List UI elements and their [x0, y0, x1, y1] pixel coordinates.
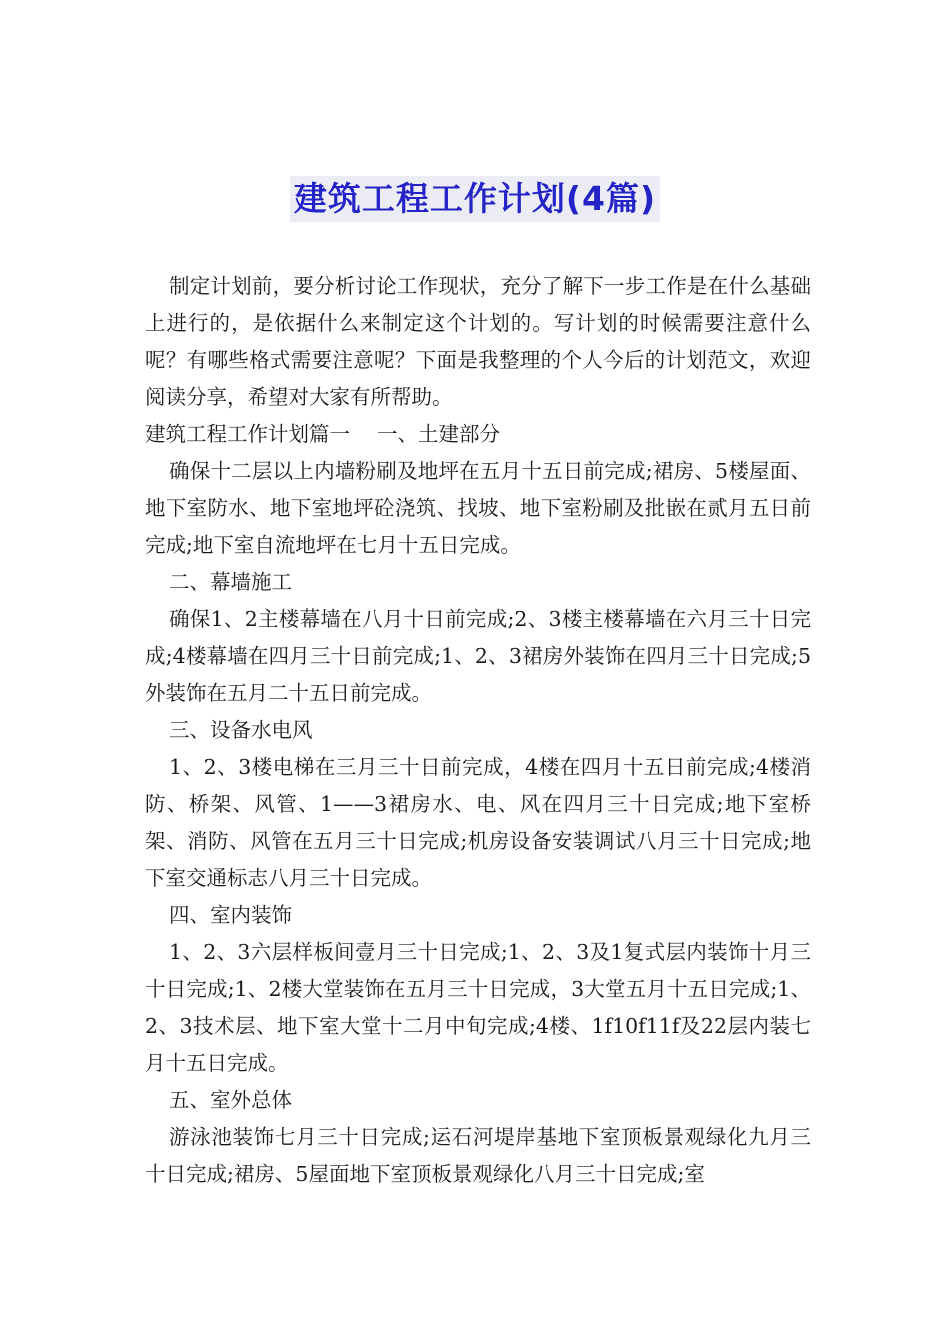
- paragraph-exterior: 游泳池装饰七月三十日完成;运石河堤岸基地下室顶板景观绿化九月三十日完成;裙房、5屋面地下室顶板景观绿化八月三十日完成;室: [145, 1125, 811, 1186]
- paragraph-curtain-wall: 确保1、2主楼幕墙在八月十日前完成;2、3楼主楼幕墙在六月三十日完成;4楼幕墙在四月三十日前完成;1、2、3裙房外装饰在四月三十日完成;5外装饰在五月二十五日前完成。: [145, 607, 811, 705]
- heading-curtain-wall: 二、幕墙施工: [169, 570, 292, 594]
- section-heading-plan-one: 建筑工程工作计划篇一 一、土建部分: [145, 422, 501, 446]
- heading-mep: 三、设备水电风: [169, 718, 313, 742]
- paragraph-interior: 1、2、3六层样板间壹月三十日完成;1、2、3及1复式层内装饰十月三十日完成;1、2楼大堂装饰在五月三十日完成，3大堂五月十五日完成;1、2、3技术层、地下室大堂十二月中旬完成;4楼、1f10f11f及22层内装七月十五日完成。: [145, 940, 811, 1075]
- intro-paragraph: 制定计划前，要分析讨论工作现状，充分了解下一步工作是在什么基础上进行的，是依据什么来制定这个计划的。写计划的时候需要注意什么呢？有哪些格式需要注意呢？下面是我整理的个人今后的计划范文，欢迎阅读分享，希望对大家有所帮助。: [145, 274, 811, 409]
- paragraph-civil-works: 确保十二层以上内墙粉刷及地坪在五月十五日前完成;裙房、5楼屋面、地下室防水、地下室地坪砼浇筑、找坡、地下室粉刷及批嵌在贰月五日前完成;地下室自流地坪在七月十五日完成。: [145, 459, 811, 557]
- paragraph-mep: 1、2、3楼电梯在三月三十日前完成，4楼在四月十五日前完成;4楼消防、桥架、风管、1——3裙房水、电、风在四月三十日完成;地下室桥架、消防、风管在五月三十日完成;机房设备安装调试八月三十日完成;地下室交通标志八月三十日完成。: [145, 755, 811, 890]
- document-title: 建筑工程工作计划(4篇): [290, 176, 660, 222]
- heading-exterior: 五、室外总体: [169, 1088, 292, 1112]
- heading-interior: 四、室内装饰: [169, 903, 292, 927]
- document-body: [145, 268, 811, 1193]
- title-container: [0, 176, 950, 222]
